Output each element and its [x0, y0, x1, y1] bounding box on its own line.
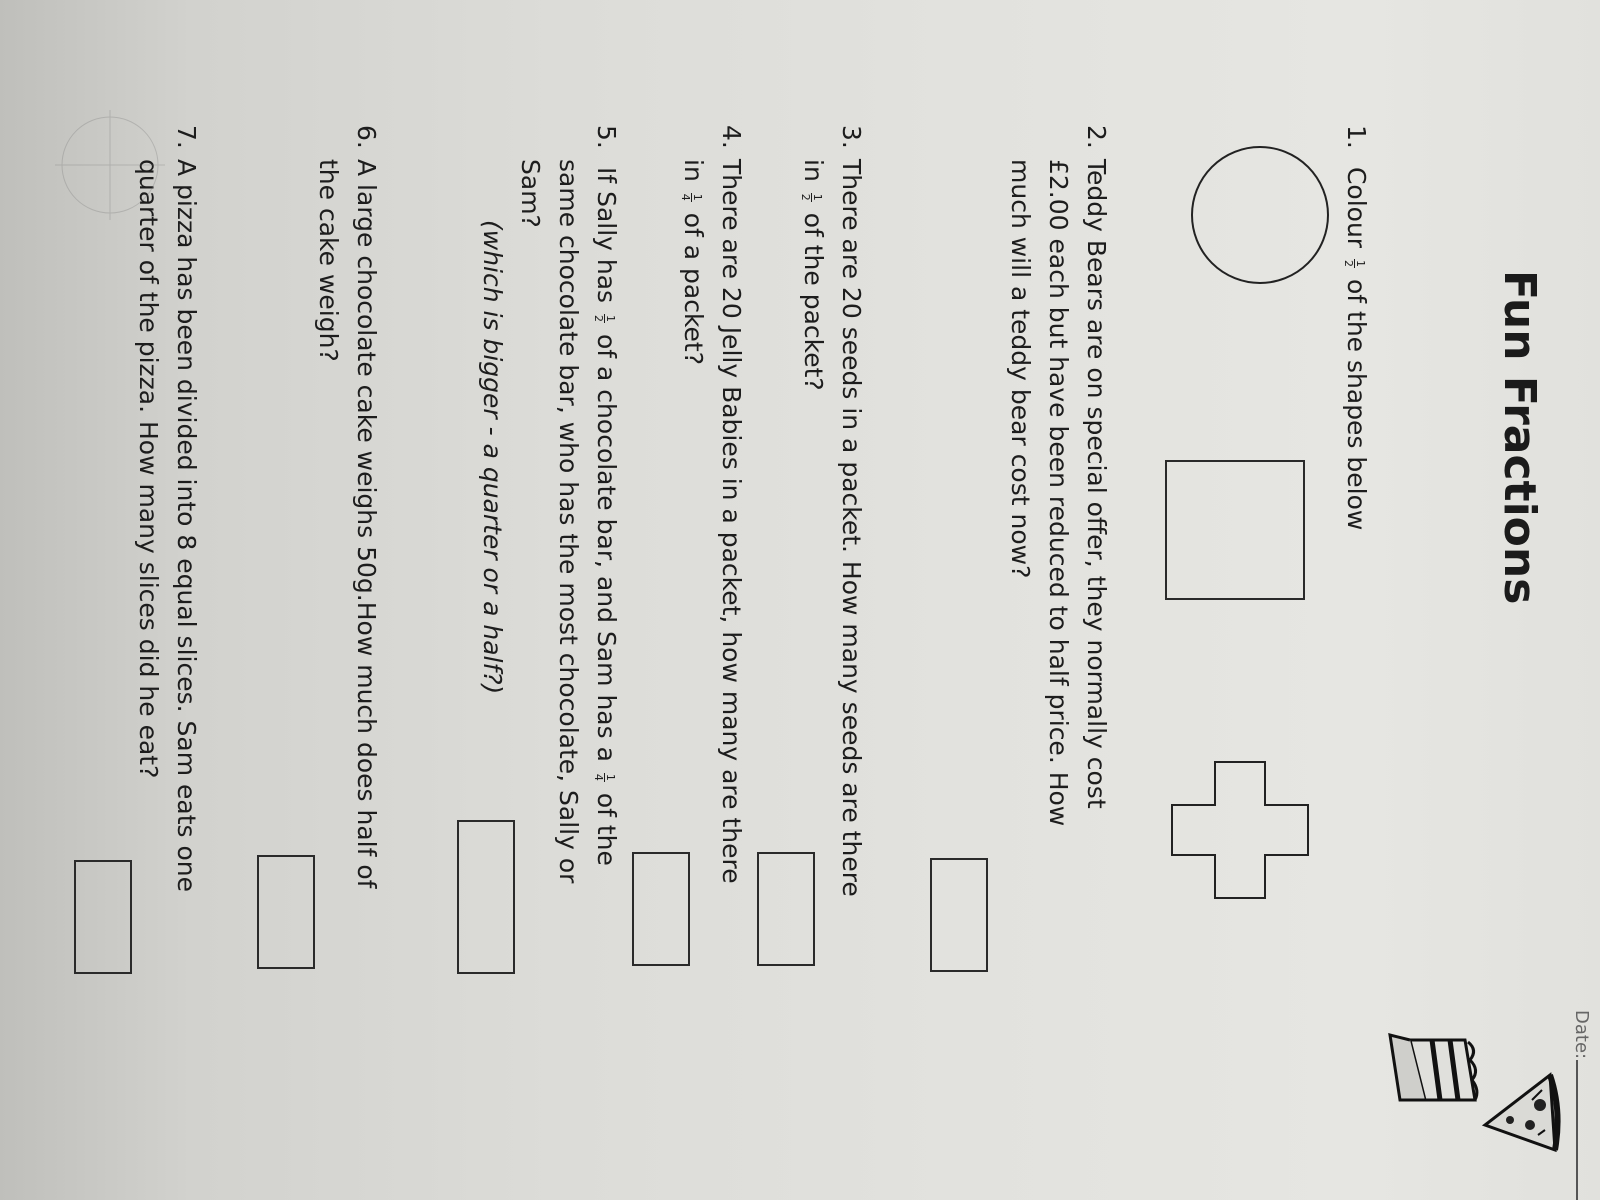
question-number: 3.	[837, 125, 866, 149]
page-title: Fun Fractions	[1494, 270, 1545, 605]
date-label: Date:	[1571, 1010, 1592, 1060]
question-text: quarter of the pizza. How many slices did he eat?	[134, 159, 163, 779]
question-3	[794, 125, 870, 897]
fraction: 1 2	[1342, 260, 1368, 268]
question-text: same chocolate bar, who has the most chocolate, Sally or	[554, 159, 583, 884]
question-2	[1001, 125, 1115, 826]
fraction: 1 4	[592, 773, 618, 781]
faint-circle-sketch	[55, 110, 165, 220]
question-hint: (which is bigger - a quarter or a half?)	[478, 220, 507, 695]
question-text: in	[679, 159, 708, 182]
pizza-slice-icon	[1480, 1070, 1560, 1160]
question-text: Teddy Bears are on special offer, they normally cost	[1082, 159, 1111, 809]
question-5	[473, 125, 625, 883]
answer-box-2[interactable]	[930, 858, 988, 972]
question-1	[1337, 125, 1375, 530]
question-text: Sam?	[516, 159, 545, 228]
question-text: If Sally has	[592, 166, 621, 304]
question-text: There are 20 Jelly Babies in a packet, how many are there	[717, 159, 746, 884]
question-text: much will a teddy bear cost now?	[1006, 159, 1035, 579]
cake-slice-icon	[1380, 1030, 1480, 1110]
question-number: 6.	[352, 125, 381, 149]
question-text: A pizza has been divided into 8 equal slices. Sam eats one	[172, 159, 201, 892]
question-text: £2.00 each but have been reduced to half price. How	[1044, 159, 1073, 827]
fraction: 1 2	[799, 193, 825, 201]
question-number: 1.	[1342, 125, 1371, 149]
question-text: of a packet?	[679, 212, 708, 365]
question-text: of a chocolate bar, and Sam has a	[592, 334, 621, 762]
question-text: A large chocolate cake weighs 50g.How much does half of	[352, 159, 381, 889]
question-7	[129, 125, 205, 892]
answer-box-7[interactable]	[74, 860, 132, 974]
answer-box-4[interactable]	[632, 852, 690, 966]
question-6	[309, 125, 385, 888]
circle-shape[interactable]	[1190, 145, 1330, 285]
question-text: of the shapes below	[1342, 278, 1371, 531]
cross-shape[interactable]	[1170, 760, 1310, 900]
question-text: Colour	[1342, 166, 1371, 249]
fraction: 1 2	[592, 315, 618, 323]
question-text: There are 20 seeds in a packet. How many seeds are there	[837, 159, 866, 897]
answer-box-5[interactable]	[457, 820, 515, 974]
question-text: in	[799, 159, 828, 182]
date-line	[1576, 1060, 1578, 1200]
answer-box-3[interactable]	[757, 852, 815, 966]
question-number: 2.	[1082, 125, 1111, 149]
question-text: of the packet?	[799, 212, 828, 391]
question-number: 5.	[592, 125, 621, 149]
question-number: 7.	[172, 125, 201, 149]
answer-box-6[interactable]	[257, 855, 315, 969]
question-text: the cake weigh?	[314, 159, 343, 362]
square-shape[interactable]	[1165, 460, 1305, 600]
question-text: of the	[592, 792, 621, 866]
question-4	[674, 125, 750, 884]
question-number: 4.	[717, 125, 746, 149]
fraction: 1 4	[679, 193, 705, 201]
